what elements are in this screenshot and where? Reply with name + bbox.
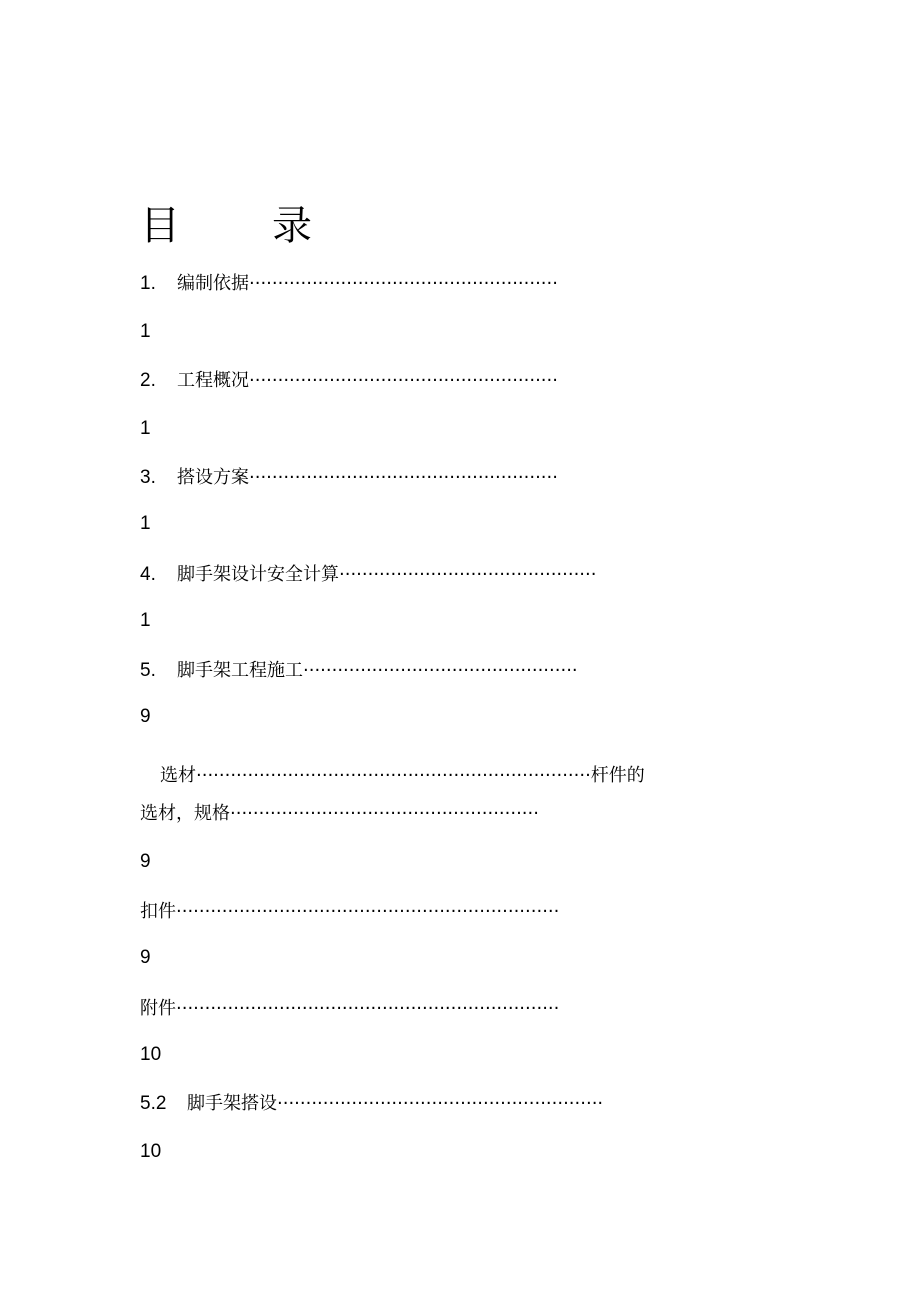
toc-entry-leader: ························································· — [277, 1093, 604, 1114]
toc-entry-leader: ··································································· — [176, 998, 560, 1019]
toc-entry-leader: ············································· — [339, 564, 597, 585]
toc-entry-number: 2. — [140, 370, 156, 391]
toc-entry-leader: ··································································· — [176, 901, 560, 922]
toc-entry-3[interactable] — [140, 466, 558, 490]
toc-entry-text: 附件 — [140, 998, 176, 1019]
toc-subentry-spec[interactable] — [140, 802, 539, 826]
toc-entry-text: 扣件 — [140, 901, 176, 922]
toc-entry-text: 编制依据 — [177, 273, 249, 294]
toc-title-char-2: 录 — [272, 203, 312, 249]
toc-entry-text: 脚手架搭设 — [187, 1093, 277, 1114]
toc-entry-page: 1 — [140, 610, 151, 631]
toc-entry-page: 1 — [140, 418, 151, 439]
toc-entry-1[interactable] — [140, 272, 558, 296]
toc-entry-leader: ····································································· — [196, 765, 591, 786]
toc-entry-number: 4. — [140, 564, 156, 585]
toc-entry-number: 5.2 — [140, 1093, 167, 1114]
toc-entry-leader: ······················································ — [230, 803, 539, 824]
toc-entry-text: 脚手架工程施工 — [177, 660, 303, 681]
toc-entry-page: 10 — [140, 1044, 162, 1065]
toc-entry-page: 1 — [140, 321, 151, 342]
toc-subentry-fastener[interactable] — [140, 900, 559, 924]
toc-entry-leader: ················································ — [303, 660, 578, 681]
toc-entry-page: 9 — [140, 706, 151, 727]
toc-entry-page: 10 — [140, 1141, 162, 1162]
toc-entry-page: 1 — [140, 513, 151, 534]
toc-subentry-erection[interactable] — [140, 1092, 603, 1116]
toc-entry-leader: ······················································ — [249, 467, 558, 488]
toc-entry-page: 9 — [140, 851, 151, 872]
toc-entry-text: 搭设方案 — [177, 467, 249, 488]
toc-title-char-1: 目 — [140, 203, 180, 249]
toc-entry-number: 1. — [140, 273, 156, 294]
toc-entry-text: 选材，规格 — [140, 803, 230, 824]
toc-entry-2[interactable] — [140, 369, 558, 393]
toc-entry-text: 选材 — [160, 765, 196, 786]
toc-entry-4[interactable] — [140, 563, 596, 587]
toc-entry-page: 9 — [140, 947, 151, 968]
toc-entry-text: 工程概况 — [177, 370, 249, 391]
toc-entry-5[interactable] — [140, 659, 578, 683]
toc-entry-leader: ······················································ — [249, 370, 558, 391]
toc-entry-text: 脚手架设计安全计算 — [177, 564, 339, 585]
toc-entry-number: 3. — [140, 467, 156, 488]
toc-entry-number: 5. — [140, 660, 156, 681]
toc-entry-leader: ······················································ — [249, 273, 558, 294]
toc-subentry-material[interactable] — [160, 764, 645, 788]
toc-subentry-accessory[interactable] — [140, 997, 559, 1021]
toc-entry-text-tail: 杆件的 — [590, 765, 645, 786]
